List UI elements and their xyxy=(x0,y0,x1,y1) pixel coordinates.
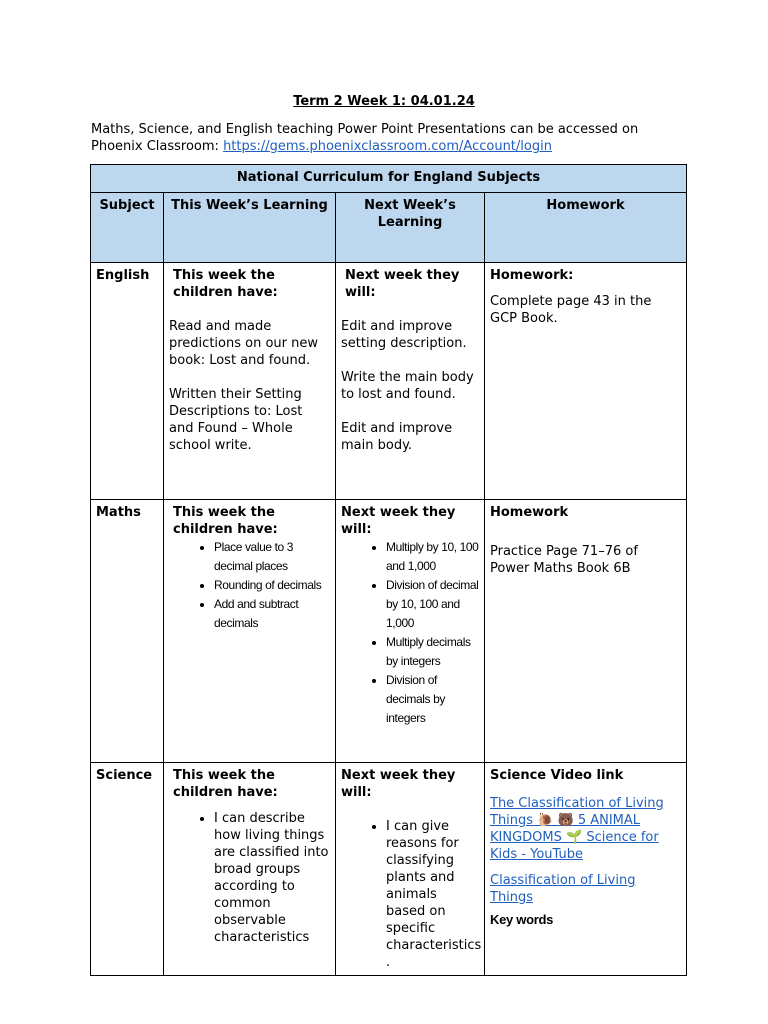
english-next-week-p3: Edit and improve main body. xyxy=(341,421,453,453)
list-item: • Multiply by 10, 100 and 1,000 xyxy=(386,538,479,576)
maths-homework-text: Practice Page 71–76 of Power Maths Book 6B xyxy=(490,544,638,576)
science-this-week xyxy=(164,763,336,976)
english-this-week-p1: Read and made predictions on our new book: Lost and found. xyxy=(169,319,318,368)
header-subject: Subject xyxy=(91,193,164,263)
list-item: • Add and subtract decimals xyxy=(214,595,330,633)
subject-english: English xyxy=(91,263,164,500)
english-next-week-p2: Write the main body to lost and found. xyxy=(341,370,474,402)
english-this-week xyxy=(164,263,336,500)
english-next-week-p1: Edit and improve setting description. xyxy=(341,319,467,351)
curriculum-table xyxy=(90,164,687,976)
phoenix-classroom-link[interactable]: https://gems.phoenixclassroom.com/Account/login xyxy=(223,139,552,154)
science-homework-title: Science Video link xyxy=(490,768,624,783)
science-homework xyxy=(485,763,687,976)
intro-text: Maths, Science, and English teaching Power Point Presentations can be accessed on Phoenix Classroom: xyxy=(91,122,639,154)
english-this-week-p2: Written their Setting Descriptions to: Lost and Found – Whole school write. xyxy=(169,387,303,453)
maths-next-week xyxy=(336,500,485,763)
classification-link[interactable]: Classification of Living Things xyxy=(490,873,636,905)
page-title: Term 2 Week 1: 04.01.24 xyxy=(293,94,475,109)
maths-homework xyxy=(485,500,687,763)
table-row-science xyxy=(91,763,687,976)
subject-science: Science xyxy=(91,763,164,976)
header-this-week: This Week’s Learning xyxy=(164,193,336,263)
science-next-week-intro: Next week they will: xyxy=(341,768,456,800)
header-homework: Homework xyxy=(485,193,687,263)
table-caption: National Curriculum for England Subjects xyxy=(91,165,687,193)
english-homework xyxy=(485,263,687,500)
subject-maths: Maths xyxy=(91,500,164,763)
science-next-week-list xyxy=(341,818,482,971)
list-item: • Rounding of decimals xyxy=(214,576,330,595)
maths-next-week-list xyxy=(341,538,479,728)
english-next-week-intro: Next week they will: xyxy=(345,268,460,300)
list-item: • Division of decimal by 10, 100 and 1,000 xyxy=(386,576,479,633)
list-item: • Place value to 3 decimal places xyxy=(214,538,330,576)
maths-this-week-list xyxy=(169,538,330,633)
maths-this-week-intro: This week the children have: xyxy=(173,505,278,537)
science-this-week-list xyxy=(169,810,330,946)
list-item: • Division of decimals by integers xyxy=(386,671,479,728)
table-row-english xyxy=(91,263,687,500)
intro-paragraph xyxy=(91,121,691,155)
table-row-maths xyxy=(91,500,687,763)
english-homework-text: Complete page 43 in the GCP Book. xyxy=(490,294,652,326)
english-next-week xyxy=(336,263,485,500)
list-item: • I can describe how living things are classified into broad groups according to common observable characteristics xyxy=(214,810,330,946)
english-this-week-intro: This week the children have: xyxy=(173,268,278,300)
english-homework-title: Homework: xyxy=(490,268,574,283)
youtube-video-link[interactable]: The Classification of Living Things 🐌 🐻 5 ANIMAL KINGDOMS 🌱 Science for Kids - YouTube xyxy=(490,796,664,862)
maths-next-week-intro: Next week they will: xyxy=(341,505,456,537)
maths-homework-title: Homework xyxy=(490,505,569,520)
key-words-label: Key words xyxy=(490,912,554,927)
list-item: • Multiply decimals by integers xyxy=(386,633,479,671)
science-next-week xyxy=(336,763,485,976)
header-next-week: Next Week’s Learning xyxy=(336,193,485,263)
science-this-week-intro: This week the children have: xyxy=(173,768,278,800)
maths-this-week xyxy=(164,500,336,763)
list-item: • I can give reasons for classifying plants and animals based on specific characteristics . xyxy=(386,818,479,971)
